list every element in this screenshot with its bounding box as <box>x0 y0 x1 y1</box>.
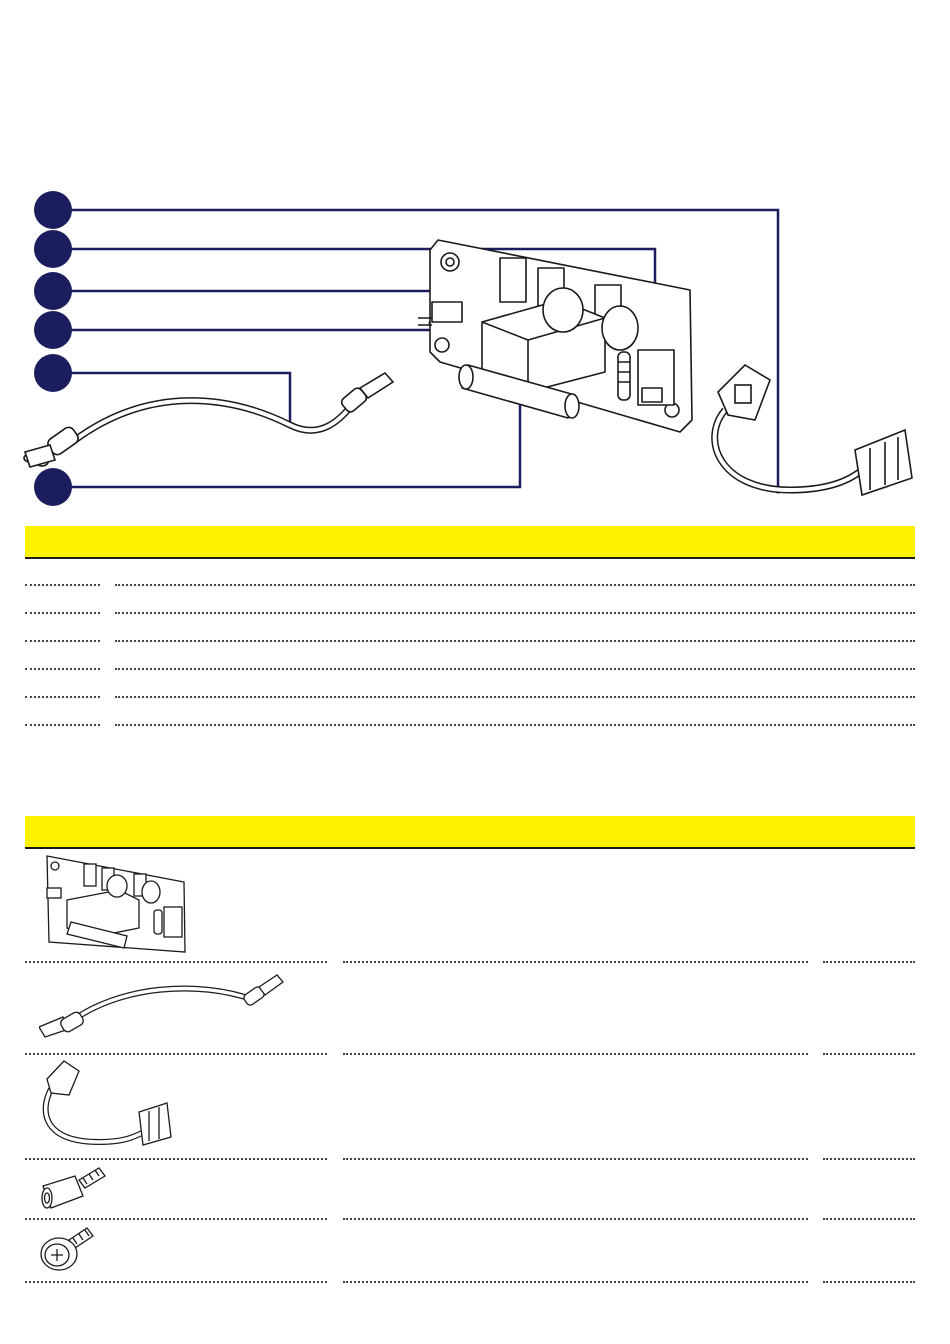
leader-line-6 <box>70 388 520 487</box>
description-field <box>115 724 915 726</box>
screw-washer-icon <box>39 1222 99 1274</box>
table2-row <box>25 1222 915 1285</box>
description-field <box>115 640 915 642</box>
table2-header <box>25 816 915 849</box>
pcb-board-icon <box>418 240 692 432</box>
item-field <box>25 696 100 698</box>
description-field <box>115 584 915 586</box>
pcb-board-icon <box>39 852 189 956</box>
quantity-field <box>823 1218 915 1220</box>
part-number-field <box>25 961 327 963</box>
part-number-field <box>25 1281 327 1283</box>
quantity-field <box>823 1281 915 1283</box>
callout-marker-3 <box>34 272 72 310</box>
table1-row <box>25 646 915 674</box>
quantity-field <box>823 1158 915 1160</box>
quantity-field <box>823 1053 915 1055</box>
table1-row <box>25 618 915 646</box>
harness-connector-icon <box>39 1057 179 1152</box>
harness-connector-icon <box>715 365 912 495</box>
description-field <box>115 612 915 614</box>
table2-row <box>25 965 915 1057</box>
cable-icon <box>24 373 393 467</box>
leader-line-3 <box>70 291 485 300</box>
callout-marker-1 <box>34 191 72 229</box>
table1-row <box>25 562 915 590</box>
description-field <box>115 668 915 670</box>
cable-icon <box>39 965 289 1040</box>
table2-row <box>25 1162 915 1222</box>
parts-diagram <box>0 0 950 520</box>
callout-marker-2 <box>34 230 72 268</box>
part-description-field <box>343 1158 808 1160</box>
item-field <box>25 724 100 726</box>
item-field <box>25 584 100 586</box>
part-number-field <box>25 1218 327 1220</box>
diagram-drawing <box>0 0 950 520</box>
item-field <box>25 612 100 614</box>
callout-marker-6 <box>34 468 72 506</box>
quantity-field <box>823 961 915 963</box>
table2-row <box>25 852 915 965</box>
part-description-field <box>343 1281 808 1283</box>
callout-marker-4 <box>34 311 72 349</box>
item-field <box>25 640 100 642</box>
part-description-field <box>343 961 808 963</box>
part-number-field <box>25 1158 327 1160</box>
part-description-field <box>343 1218 808 1220</box>
standoff-spacer-icon <box>39 1162 114 1214</box>
table1-row <box>25 702 915 730</box>
leader-line-4 <box>70 323 432 330</box>
callout-marker-5 <box>34 354 72 392</box>
item-field <box>25 668 100 670</box>
table2-row <box>25 1057 915 1162</box>
description-field <box>115 696 915 698</box>
table1-row <box>25 590 915 618</box>
part-number-field <box>25 1053 327 1055</box>
table1-header <box>25 526 915 559</box>
part-description-field <box>343 1053 808 1055</box>
table1-row <box>25 674 915 702</box>
